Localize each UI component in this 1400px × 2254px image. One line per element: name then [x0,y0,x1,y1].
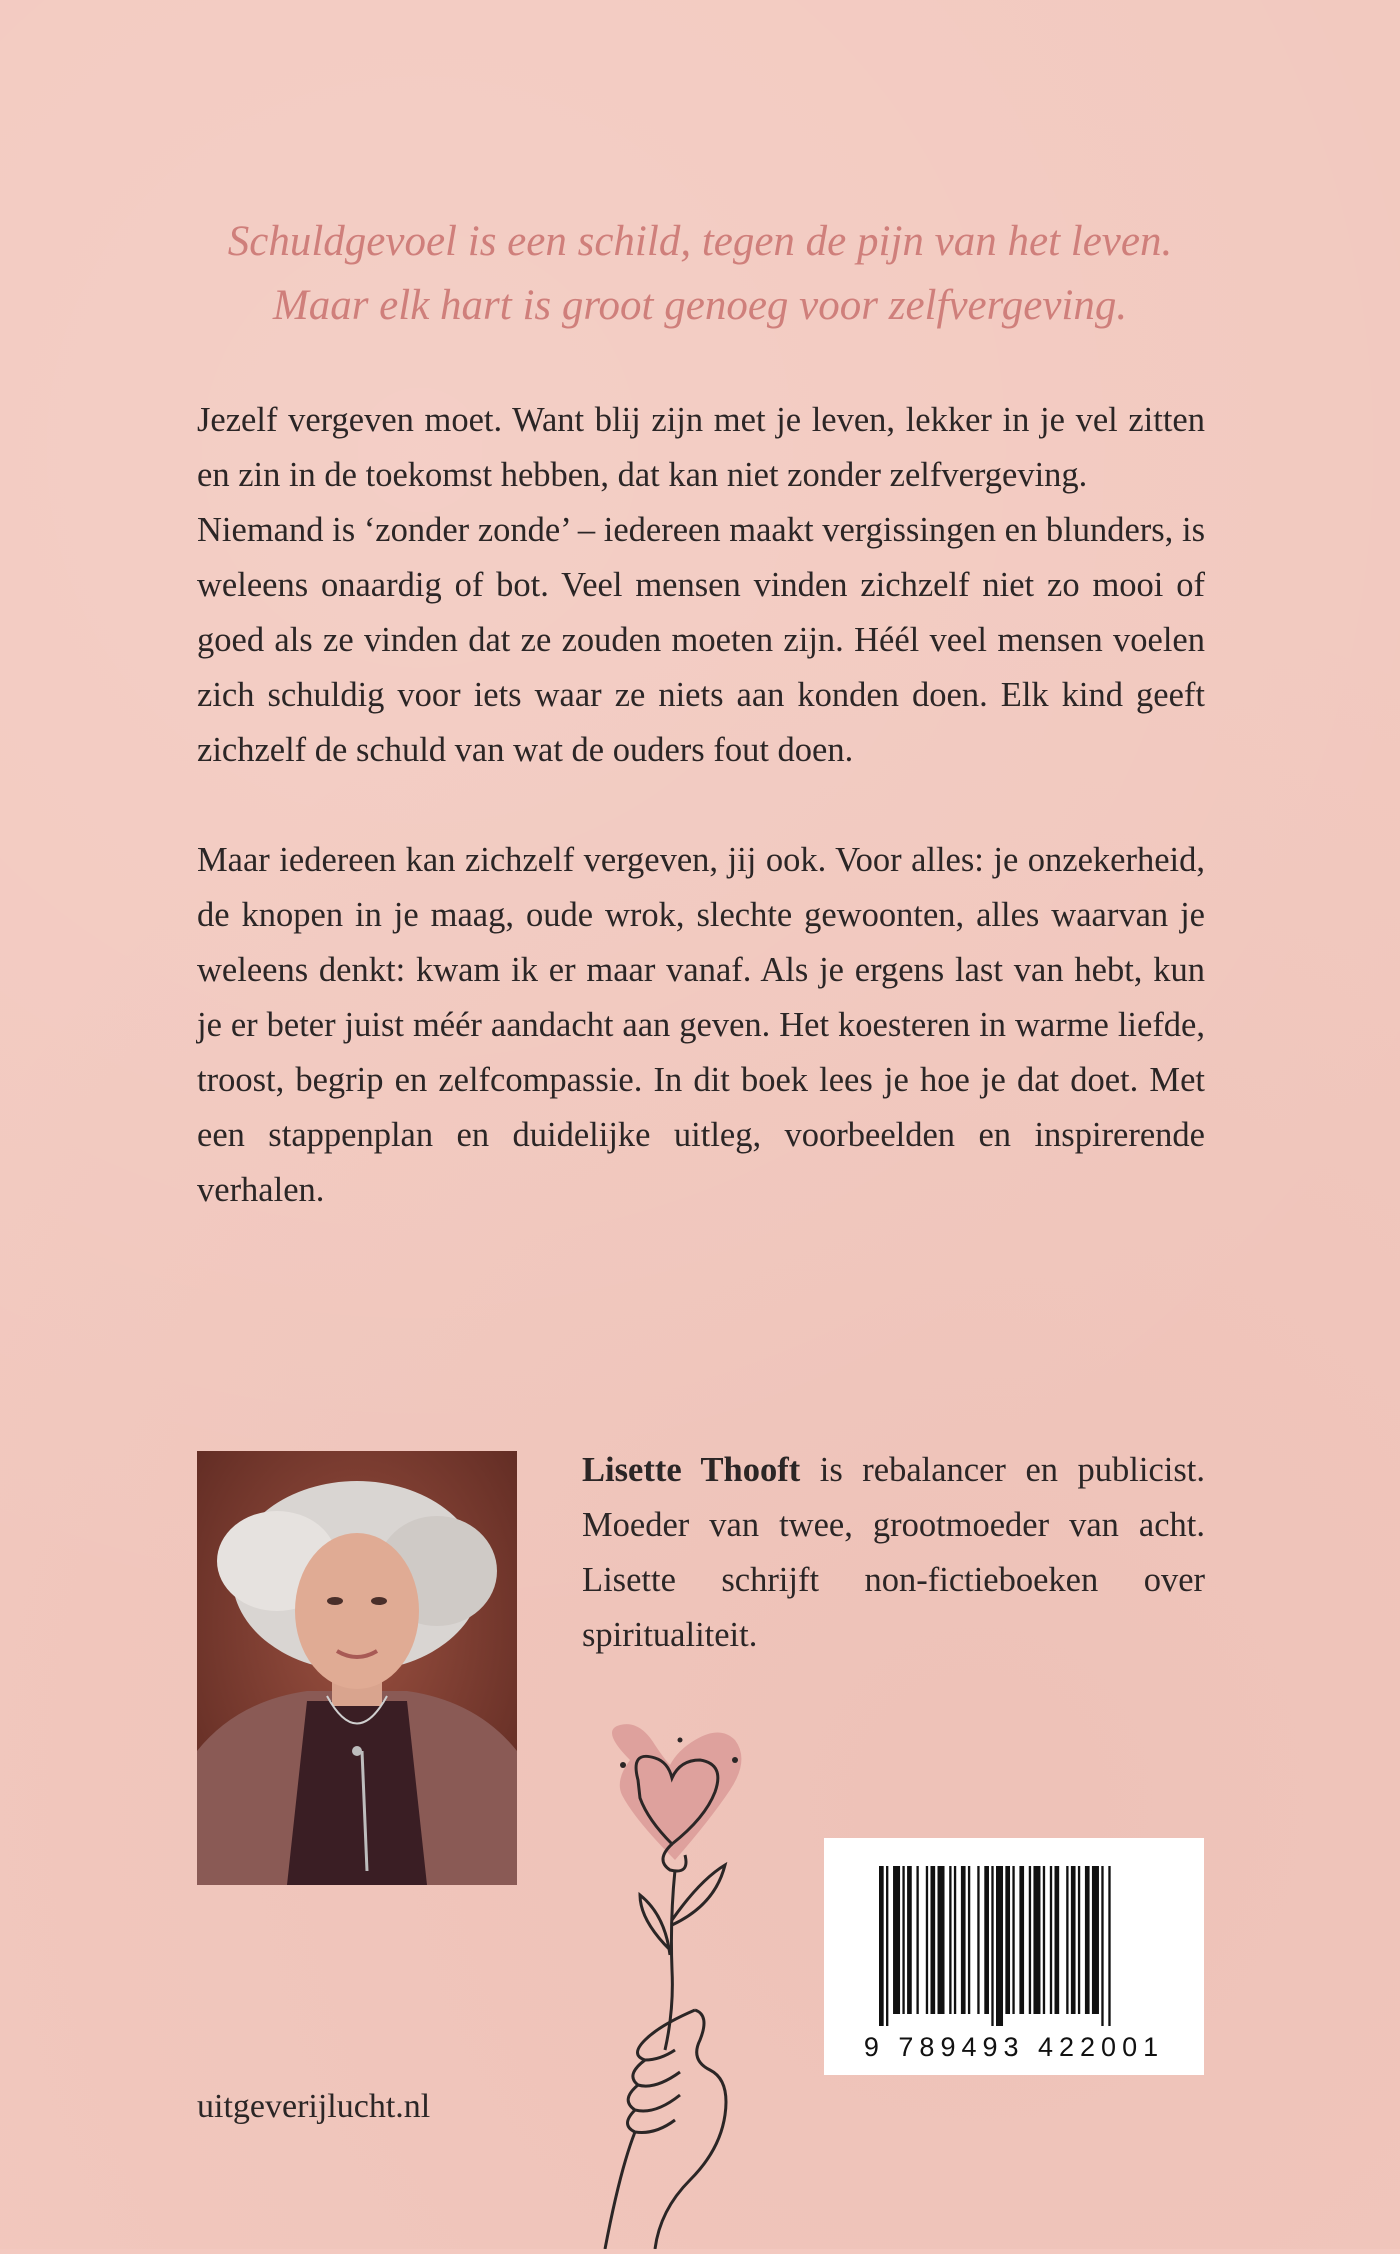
barcode-bar [1005,1866,1010,2014]
barcode-bar [968,1866,970,2014]
hand-holding-heart-flower-icon [560,1720,820,2249]
barcode-bar [1066,1866,1068,2014]
barcode-bar [1108,1866,1110,2026]
barcode-bar [886,1866,888,2026]
barcode-bar [1019,1866,1024,2014]
barcode-bar [991,1866,993,2026]
barcode-bar [893,1866,900,2014]
barcode-bar [930,1866,935,2014]
barcode-bar [996,1866,1003,2026]
author-bio [582,1443,1205,1663]
barcode-bar [1033,1866,1040,2014]
barcode-bar [1050,1866,1052,2014]
barcode-bar [1043,1866,1045,2014]
barcode-bar [1078,1866,1080,2014]
author-name: Lisette Thooft [582,1451,801,1489]
author-portrait-illustration [197,1451,517,1885]
tagline-line-1: Schuldgevoel is een schild, tegen de pijn van het leven. [227,218,1173,265]
barcode-bar [961,1866,966,2014]
barcode-bar [1092,1866,1099,2014]
barcode-bar [954,1866,956,2014]
barcode-bar [977,1866,979,2014]
barcode [824,1838,1204,2075]
barcode-bar [902,1866,904,2014]
barcode-bar [1055,1866,1060,2014]
barcode-bar [949,1866,951,2014]
blurb-paragraph-2: Niemand is ‘zonder zonde’ – iedereen maakt vergissingen en blunders, is weleens onaardig of bot. Veel mensen vinden zichzelf niet zo mooi of goed als ze vinden dat ze zouden moeten zijn. Héél veel mensen voelen zich schuldig voor iets waar ze niets aan konden doen. Elk kind geeft zichzelf de schuld van wat de ouders fout doen. [197,511,1205,769]
barcode-bar [984,1866,989,2014]
barcode-bar [879,1866,884,2026]
tagline-line-2: Maar elk hart is groot genoeg voor zelfvergeving. [272,282,1128,329]
barcode-bar [1085,1866,1090,2014]
barcode-bar [926,1866,928,2014]
isbn-number: 9 789493 422001 [863,2032,1165,2062]
blurb [197,393,1205,1218]
publisher-website: uitgeverijlucht.nl [197,2088,431,2125]
barcode-bar [1071,1866,1076,2014]
author-photo [197,1451,517,1885]
barcode-bar [1012,1866,1014,2014]
barcode-bar [1029,1866,1031,2014]
barcode-bar [916,1866,918,2014]
tagline [150,210,1250,338]
barcode-bar [938,1866,945,2014]
blurb-paragraph-3: Maar iedereen kan zichzelf vergeven, jij ook. Voor alles: je onzekerheid, de knopen in je maag, oude wrok, slechte gewoonten, alles waarvan je weleens denkt: kwam ik er maar vanaf. Als je ergens last van hebt, kun je er beter juist méér aandacht aan geven. Het koesteren in warme liefde, troost, begrip en zelfcompassie. In dit boek lees je hoe je dat doet. Met een stappenplan en duidelijke uitleg, voorbeelden en inspirerende verhalen. [197,841,1205,1209]
barcode-bar [1101,1866,1103,2026]
barcode-bar [907,1866,912,2014]
blurb-paragraph-1: Jezelf vergeven moet. Want blij zijn met je leven, lekker in je vel zitten en zin in de toekomst hebben, dat kan niet zonder zelfvergeving. [197,401,1205,494]
author-bio-text: is rebalancer en publicist. Moeder van twee, grootmoeder van acht. Lisette schrijft non-fictieboeken over spiritualiteit. [582,1451,1205,1654]
